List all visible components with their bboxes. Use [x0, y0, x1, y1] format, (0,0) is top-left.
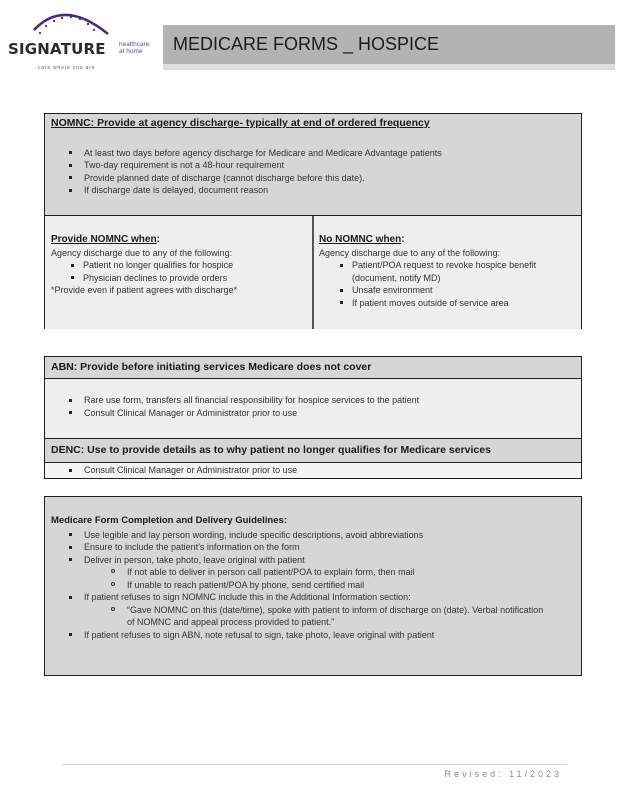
guidelines-section: [44, 496, 582, 676]
provide-nomnc-intro: Agency discharge due to any of the following:: [51, 247, 233, 258]
heading-colon: :: [283, 515, 287, 526]
guidelines-list: [45, 529, 575, 642]
denc-heading: DENC: Use to provide details as to why patient no longer qualifies for Medicare services: [51, 444, 491, 456]
nomnc-header-block: [45, 114, 581, 215]
sub-list-item: “Gave NOMNC on this (date/time), spoke with patient to inform of discharge on (date). Verbal notification of NOMNC and appeal process provided to patient.”: [45, 604, 575, 629]
list-item: Rare use form, transfers all financial responsibility for hospice services to the patient: [45, 394, 581, 407]
list-item: If patient refuses to sign ABN, note refusal to sign, take photo, leave original with patient: [45, 629, 575, 642]
logo-sub-line2: at home: [119, 48, 143, 55]
footer-divider: [62, 764, 567, 765]
logo-arc-icon: [4, 4, 160, 44]
list-item: Patient/POA request to revoke hospice benefit (document, notify MD): [314, 259, 577, 284]
provide-nomnc-heading: [51, 234, 312, 247]
list-item: Provide planned date of discharge (cannot discharge before this date).: [45, 172, 581, 185]
sub-list-item: If not able to deliver in person call patient/POA to explain form, then mail: [45, 566, 575, 579]
denc-header: [45, 438, 581, 462]
revised-date: Revised: 11/2023: [444, 769, 562, 779]
page-title: MEDICARE FORMS _ HOSPICE: [173, 34, 440, 54]
no-nomnc-column: [314, 216, 581, 329]
list-item: Unsafe environment: [314, 284, 577, 297]
abn-heading: ABN: Provide before initiating services Medicare does not cover: [51, 361, 372, 373]
provide-nomnc-column: [45, 216, 314, 329]
provide-nomnc-bullets: [45, 259, 312, 284]
logo-tagline: care where you are: [38, 65, 96, 71]
provide-nomnc-note: *Provide even if patient agrees with discharge*: [51, 285, 238, 295]
guidelines-heading: [51, 515, 575, 528]
list-item: At least two days before agency discharge for Medicare and Medicare Advantage patients: [45, 147, 581, 160]
list-item: If patient refuses to sign NOMNC include this in the Additional Information section:: [45, 591, 575, 604]
sub-list-item: If unable to reach patient/POA by phone, send certified mail: [45, 579, 575, 592]
provide-nomnc-heading-text: Provide NOMNC when: [51, 234, 157, 245]
denc-body: [45, 462, 581, 478]
logo-brand: SIGNATURE: [8, 40, 106, 58]
abn-denc-section: [44, 356, 582, 479]
logo-sub-line1: healthcare: [119, 41, 150, 48]
company-logo: [4, 4, 160, 74]
nomnc-section: [44, 113, 582, 329]
list-item: Patient no longer qualifies for hospice: [45, 259, 312, 272]
logo-subtitle: [119, 41, 149, 55]
no-nomnc-heading-text: No NOMNC when: [319, 234, 402, 245]
list-item: Physician declines to provide orders: [45, 272, 312, 285]
no-nomnc-intro: Agency discharge due to any of the following:: [319, 247, 501, 258]
heading-colon: :: [156, 234, 160, 245]
title-bar-underline: [163, 64, 615, 70]
abn-body: [45, 378, 581, 438]
page-title-bar: [163, 25, 615, 64]
nomnc-conditions: [45, 215, 581, 329]
list-item: Two-day requirement is not a 48-hour requirement: [45, 159, 581, 172]
list-item: If discharge date is delayed, document reason: [45, 184, 581, 197]
list-item: Consult Clinical Manager or Administrator prior to use: [45, 407, 581, 420]
denc-bullets: [45, 464, 581, 477]
abn-header: [45, 357, 581, 378]
no-nomnc-heading: [319, 234, 577, 247]
list-item: Ensure to include the patient’s information on the form: [45, 541, 575, 554]
nomnc-heading: NOMNC: Provide at agency discharge- typically at end of ordered frequency: [51, 117, 430, 129]
heading-colon: :: [401, 234, 405, 245]
list-item: If patient moves outside of service area: [314, 297, 577, 310]
no-nomnc-bullets: [314, 259, 577, 309]
list-item: Deliver in person, take photo, leave original with patient: [45, 554, 575, 567]
nomnc-bullets: [45, 147, 581, 197]
abn-bullets: [45, 394, 581, 419]
list-item: Consult Clinical Manager or Administrator prior to use: [45, 464, 581, 477]
list-item: Use legible and lay person wording, include specific descriptions, avoid abbreviations: [45, 529, 575, 542]
guidelines-heading-text: Medicare Form Completion and Delivery Guidelines: [51, 515, 284, 526]
